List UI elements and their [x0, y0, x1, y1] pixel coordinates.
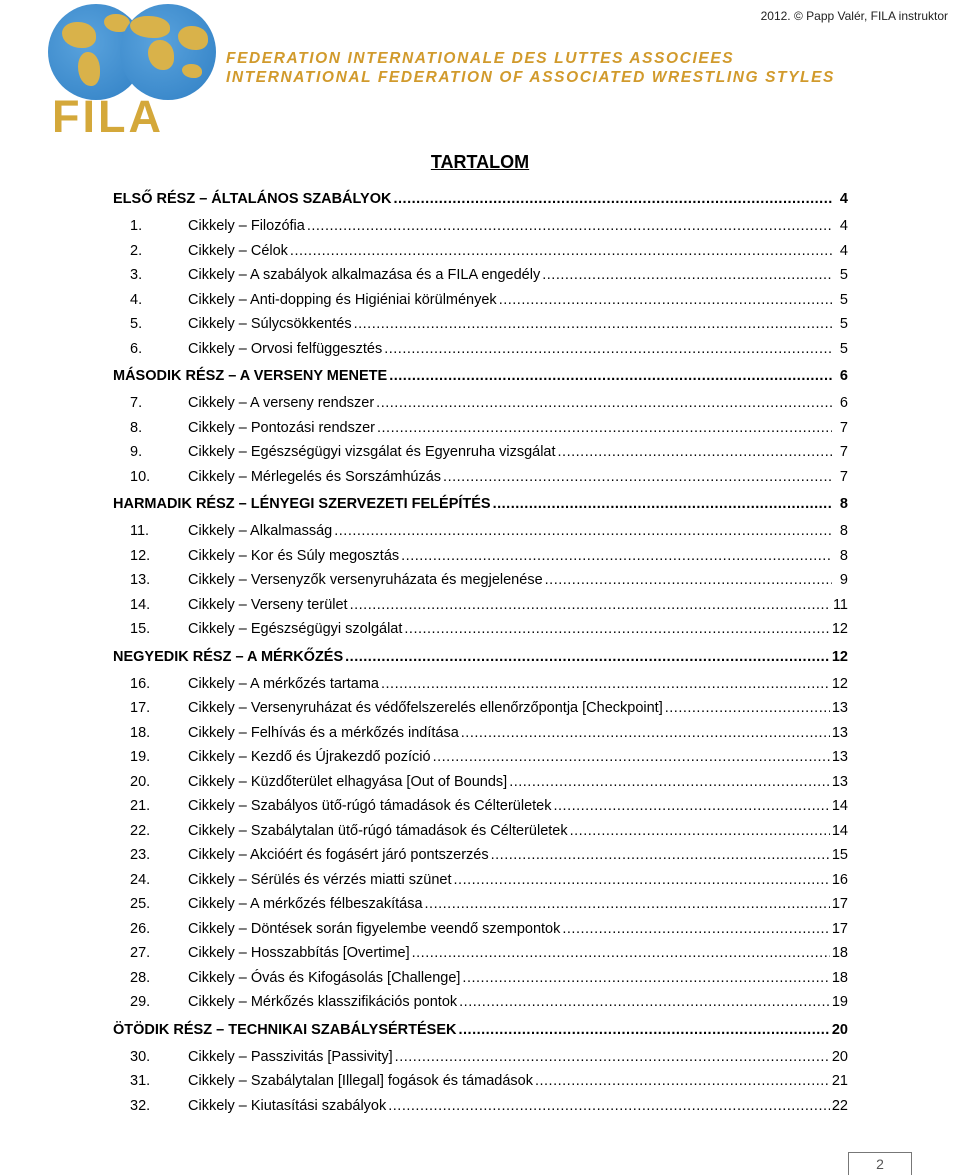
- toc-leader-dots: [395, 1049, 830, 1065]
- toc-entry-number: 23.: [130, 847, 151, 863]
- toc-entry-title: Cikkely – Célok: [188, 242, 288, 259]
- toc-entry[interactable]: [113, 700, 848, 725]
- toc-entry[interactable]: [113, 420, 848, 445]
- toc-entry-number: 16.: [130, 675, 151, 692]
- toc-entry-number: 25.: [130, 896, 151, 912]
- toc-entry-title: Cikkely – Mérlegelés és Sorszámhúzás: [188, 468, 442, 485]
- toc-entry-title: Cikkely – Sérülés és vérzés miatti szünet: [188, 871, 452, 888]
- toc-leader-dots: [454, 872, 830, 888]
- toc-page-number: 8: [839, 523, 848, 539]
- toc-page-number: 14: [831, 822, 848, 839]
- toc-entry[interactable]: [113, 469, 848, 494]
- globe-right-icon: [120, 4, 216, 100]
- toc-entry[interactable]: [113, 749, 848, 774]
- toc-page-number: 12: [831, 648, 848, 665]
- toc-entry[interactable]: [113, 1073, 848, 1098]
- toc-leader-dots: [535, 1073, 830, 1089]
- toc-leader-dots: [499, 292, 832, 308]
- toc-page-number: 6: [839, 368, 848, 384]
- toc-page-number: 8: [839, 496, 848, 512]
- toc-entry-number: 6.: [130, 340, 143, 357]
- toc-entry-number: 18.: [130, 724, 151, 741]
- toc-entry-title: Cikkely – Versenyzők versenyruházata és megjelenése: [188, 572, 543, 588]
- toc-leader-dots: [389, 368, 832, 384]
- toc-leader-dots: [384, 341, 832, 357]
- toc-entry[interactable]: [113, 921, 848, 946]
- toc-page-number: 5: [839, 291, 848, 308]
- toc-entry-number: 11.: [130, 523, 150, 539]
- toc-entry-number: 13.: [130, 572, 151, 588]
- toc-entry-title: Cikkely – Szabályos ütő-rúgó támadások és Célterületek: [188, 798, 552, 814]
- toc-entry[interactable]: [113, 725, 848, 750]
- toc-part-title: ELSŐ RÉSZ – ÁLTALÁNOS SZABÁLYOK: [113, 191, 392, 207]
- toc-part-title: NEGYEDIK RÉSZ – A MÉRKŐZÉS: [113, 648, 344, 665]
- toc-entry-title: Cikkely – Felhívás és a mérkőzés indítása: [188, 724, 459, 741]
- toc-entry-title: Cikkely – A mérkőzés tartama: [188, 675, 379, 692]
- toc-entry[interactable]: [113, 292, 848, 317]
- toc-leader-dots: [493, 496, 832, 512]
- toc-page-number: 7: [839, 444, 848, 460]
- toc-entry-number: 14.: [130, 596, 151, 613]
- toc-entry-number: 17.: [130, 700, 151, 716]
- toc-entry[interactable]: [113, 798, 848, 823]
- toc-entry-number: 4.: [130, 291, 143, 308]
- toc-page-number: 13: [831, 773, 848, 790]
- toc-entry-number: 22.: [130, 822, 151, 839]
- toc-page-number: 8: [839, 547, 848, 564]
- toc-entry-number: 10.: [130, 468, 151, 485]
- toc-leader-dots: [433, 749, 830, 765]
- toc-entry-number: 15.: [130, 621, 151, 637]
- toc-leader-dots: [307, 218, 832, 234]
- table-of-contents: [113, 191, 848, 1122]
- toc-entry-number: 7.: [130, 395, 143, 411]
- toc-entry-title: Cikkely – Kor és Súly megosztás: [188, 547, 400, 564]
- toc-entry-number: 30.: [130, 1048, 151, 1065]
- toc-entry[interactable]: [113, 395, 848, 420]
- toc-entry-number: 1.: [130, 218, 143, 234]
- toc-entry-number: 8.: [130, 419, 143, 436]
- toc-page-number: 9: [839, 572, 848, 588]
- toc-page-number: 13: [831, 749, 848, 765]
- toc-entry-title: Cikkely – Verseny terület: [188, 596, 348, 613]
- toc-page-number: 20: [831, 1048, 848, 1065]
- toc-entry-title: Cikkely – Versenyruházat és védőfelszerelés ellenőrzőpontja [Checkpoint]: [188, 700, 663, 716]
- toc-leader-dots: [345, 649, 830, 665]
- toc-page-number: 17: [831, 920, 848, 937]
- toc-leader-dots: [376, 395, 832, 411]
- toc-page-number: 18: [831, 945, 848, 961]
- toc-leader-dots: [354, 316, 832, 332]
- fila-logo: [48, 2, 218, 142]
- logo-wordmark: FILA: [52, 91, 164, 142]
- toc-entry-title: Cikkely – Szabálytalan ütő-rúgó támadások és Célterületek: [188, 822, 568, 839]
- toc-leader-dots: [388, 1098, 830, 1114]
- toc-entry-number: 28.: [130, 969, 151, 986]
- toc-leader-dots: [665, 700, 830, 716]
- toc-page-number: 14: [831, 798, 848, 814]
- toc-part-title: ÖTÖDIK RÉSZ – TECHNIKAI SZABÁLYSÉRTÉSEK: [113, 1021, 457, 1038]
- toc-entry-number: 21.: [130, 798, 151, 814]
- toc-entry[interactable]: [113, 970, 848, 995]
- toc-title: TARTALOM: [430, 152, 530, 172]
- toc-entry-number: 3.: [130, 267, 143, 283]
- toc-entry-number: 32.: [130, 1097, 151, 1114]
- toc-leader-dots: [350, 597, 831, 613]
- toc-entry[interactable]: [113, 1049, 848, 1074]
- toc-entry-title: Cikkely – Filozófia: [188, 218, 305, 234]
- toc-page-number: 22: [831, 1097, 848, 1114]
- toc-leader-dots: [425, 896, 830, 912]
- toc-leader-dots: [401, 548, 832, 564]
- toc-entry[interactable]: [113, 621, 848, 646]
- toc-entry[interactable]: [113, 548, 848, 573]
- toc-page-number: 5: [839, 267, 848, 283]
- toc-entry[interactable]: [113, 316, 848, 341]
- toc-page-number: 4: [839, 218, 848, 234]
- toc-leader-dots: [542, 267, 832, 283]
- toc-entry-title: Cikkely – Mérkőzés klasszifikációs pontok: [188, 994, 458, 1010]
- toc-entry-number: 19.: [130, 749, 151, 765]
- toc-entry[interactable]: [113, 523, 848, 548]
- toc-entry[interactable]: [113, 572, 848, 597]
- toc-entry-number: 12.: [130, 547, 151, 564]
- toc-entry-title: Cikkely – Döntések során figyelembe veendő szempontok: [188, 920, 561, 937]
- toc-entry[interactable]: [113, 597, 848, 622]
- toc-entry[interactable]: [113, 267, 848, 292]
- toc-leader-dots: [443, 469, 832, 485]
- toc-leader-dots: [570, 823, 830, 839]
- toc-entry[interactable]: [113, 774, 848, 799]
- toc-page-number: 13: [831, 700, 848, 716]
- toc-entry-number: 29.: [130, 994, 151, 1010]
- toc-page-number: 5: [839, 340, 848, 357]
- toc-leader-dots: [381, 676, 830, 692]
- toc-entry-title: Cikkely – Egészségügyi vizsgálat és Egyenruha vizsgálat: [188, 444, 556, 460]
- toc-entry-title: Cikkely – Küzdőterület elhagyása [Out of Bounds]: [188, 773, 508, 790]
- toc-leader-dots: [562, 921, 829, 937]
- toc-entry[interactable]: [113, 444, 848, 469]
- toc-page-number: 5: [839, 316, 848, 332]
- toc-entry-title: Cikkely – A verseny rendszer: [188, 395, 375, 411]
- toc-entry[interactable]: [113, 341, 848, 366]
- toc-page-number: 16: [831, 871, 848, 888]
- toc-entry-title: Cikkely – Orvosi felfüggesztés: [188, 340, 383, 357]
- toc-entry-number: 20.: [130, 773, 151, 790]
- toc-part-heading[interactable]: [113, 365, 848, 395]
- toc-entry-title: Cikkely – Óvás és Kifogásolás [Challenge]: [188, 969, 461, 986]
- toc-entry-title: Cikkely – Kezdő és Újrakezdő pozíció: [188, 749, 431, 765]
- toc-leader-dots: [377, 420, 832, 436]
- toc-leader-dots: [404, 621, 829, 637]
- toc-leader-dots: [509, 774, 830, 790]
- toc-page-number: 21: [831, 1073, 848, 1089]
- toc-entry-title: Cikkely – Pontozási rendszer: [188, 419, 375, 436]
- toc-leader-dots: [462, 970, 829, 986]
- toc-entry-number: 5.: [130, 316, 143, 332]
- org-name-english: INTERNATIONAL FEDERATION OF ASSOCIATED WRESTLING STYLES: [226, 69, 835, 86]
- toc-entry-title: Cikkely – Súlycsökkentés: [188, 316, 352, 332]
- toc-page-number: 6: [839, 395, 848, 411]
- toc-entry[interactable]: [113, 243, 848, 268]
- toc-entry[interactable]: [113, 847, 848, 872]
- toc-page-number: 13: [831, 724, 848, 741]
- toc-leader-dots: [458, 1022, 829, 1038]
- toc-leader-dots: [412, 945, 830, 961]
- toc-part-heading[interactable]: [113, 191, 848, 218]
- toc-entry-number: 26.: [130, 920, 151, 937]
- header-copyright: 2012. © Papp Valér, FILA instruktor: [760, 9, 948, 23]
- toc-entry-title: Cikkely – Passzivitás [Passivity]: [188, 1048, 393, 1065]
- toc-part-title: HARMADIK RÉSZ – LÉNYEGI SZERVEZETI FELÉPÍTÉS: [113, 496, 491, 512]
- toc-page-number: 19: [831, 994, 848, 1010]
- toc-entry-title: Cikkely – A szabályok alkalmazása és a FILA engedély: [188, 267, 541, 283]
- toc-leader-dots: [459, 994, 830, 1010]
- toc-leader-dots: [558, 444, 832, 460]
- page-number: 2: [848, 1152, 912, 1175]
- toc-page-number: 20: [831, 1021, 848, 1038]
- toc-entry-number: 2.: [130, 242, 143, 259]
- toc-leader-dots: [545, 572, 832, 588]
- toc-leader-dots: [393, 191, 832, 207]
- toc-entry[interactable]: [113, 896, 848, 921]
- toc-entry-number: 24.: [130, 871, 151, 888]
- toc-entry-title: Cikkely – Hosszabbítás [Overtime]: [188, 945, 410, 961]
- toc-part-heading[interactable]: [113, 646, 848, 676]
- toc-entry-number: 9.: [130, 444, 143, 460]
- toc-entry[interactable]: [113, 218, 848, 243]
- toc-entry[interactable]: [113, 823, 848, 848]
- toc-entry-title: Cikkely – Kiutasítási szabályok: [188, 1097, 387, 1114]
- toc-leader-dots: [334, 523, 832, 539]
- toc-part-heading[interactable]: [113, 493, 848, 523]
- toc-entry[interactable]: [113, 676, 848, 701]
- toc-page-number: 15: [831, 847, 848, 863]
- toc-page-number: 12: [831, 621, 848, 637]
- toc-entry-number: 31.: [130, 1073, 151, 1089]
- toc-leader-dots: [461, 725, 830, 741]
- toc-entry-title: Cikkely – Akcióért és fogásért járó pontszerzés: [188, 847, 489, 863]
- toc-entry-title: Cikkely – Szabálytalan [Illegal] fogások és támadások: [188, 1073, 533, 1089]
- toc-part-title: MÁSODIK RÉSZ – A VERSENY MENETE: [113, 368, 388, 384]
- toc-page-number: 17: [831, 896, 848, 912]
- toc-page-number: 7: [839, 468, 848, 485]
- toc-page-number: 12: [831, 675, 848, 692]
- toc-entry[interactable]: [113, 1098, 848, 1123]
- toc-entry-title: Cikkely – Alkalmasság: [188, 523, 333, 539]
- toc-leader-dots: [491, 847, 830, 863]
- toc-entry[interactable]: [113, 872, 848, 897]
- toc-page-number: 11: [832, 596, 848, 613]
- toc-page-number: 7: [839, 419, 848, 436]
- toc-leader-dots: [290, 243, 832, 259]
- toc-entry-title: Cikkely – A mérkőzés félbeszakítása: [188, 896, 423, 912]
- toc-page-number: 18: [831, 969, 848, 986]
- toc-entry[interactable]: [113, 994, 848, 1019]
- org-name-french: FEDERATION INTERNATIONALE DES LUTTES ASSOCIEES: [226, 50, 735, 67]
- toc-part-heading[interactable]: [113, 1019, 848, 1049]
- toc-page-number: 4: [839, 191, 848, 207]
- toc-entry-title: Cikkely – Egészségügyi szolgálat: [188, 621, 403, 637]
- toc-page-number: 4: [839, 242, 848, 259]
- toc-leader-dots: [553, 798, 829, 814]
- toc-entry[interactable]: [113, 945, 848, 970]
- toc-entry-number: 27.: [130, 945, 151, 961]
- toc-entry-title: Cikkely – Anti-dopping és Higiéniai körülmények: [188, 291, 497, 308]
